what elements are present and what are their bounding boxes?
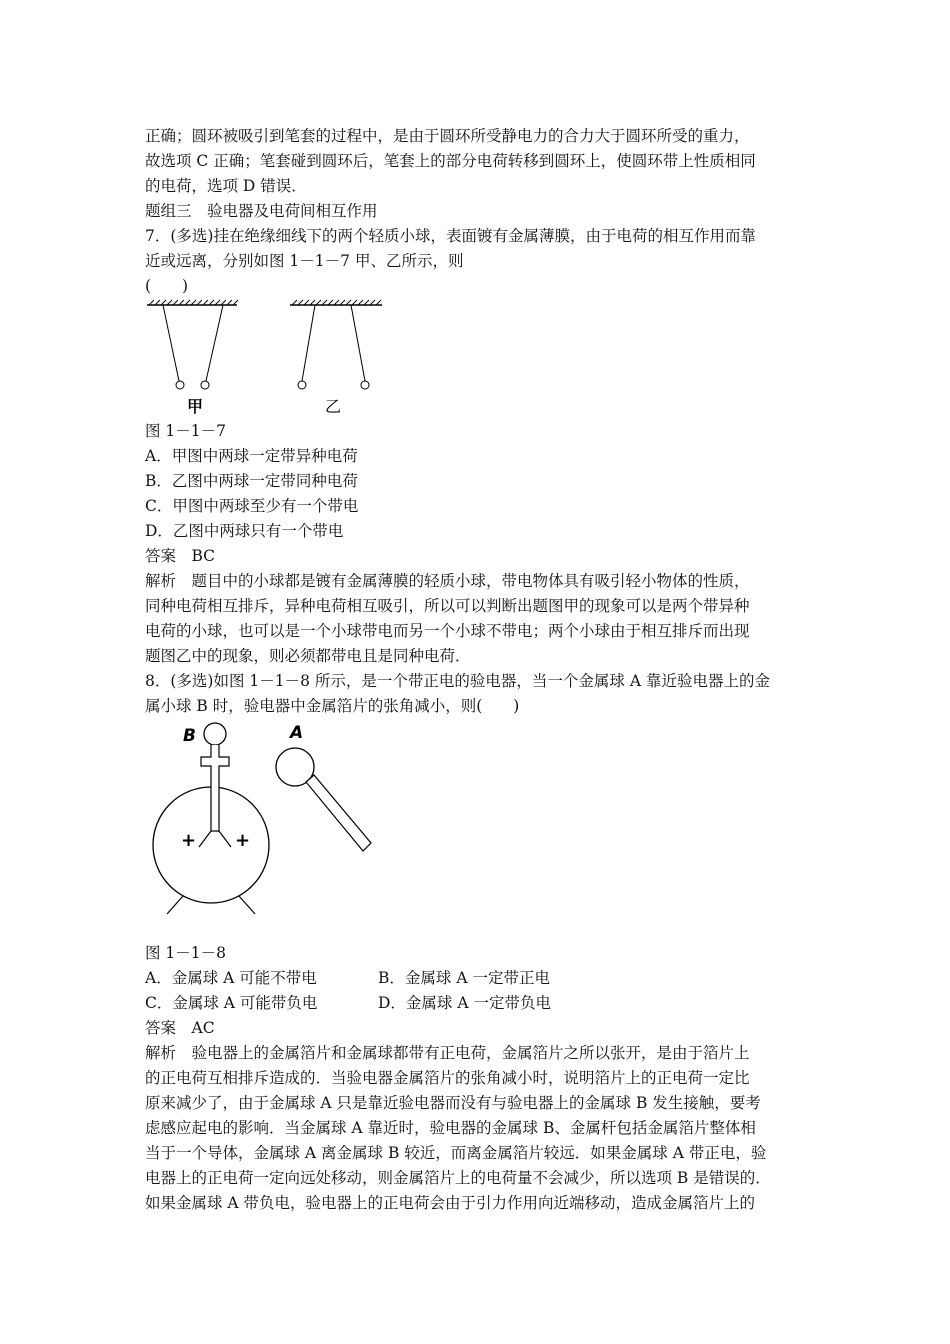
analysis-line: 当于一个导体，金属球 A 离金属球 B 较近，而离金属箔片较远．如果金属球 A 带正电，验 (145, 1144, 767, 1162)
analysis-line: 的正电荷互相排斥造成的．当验电器金属箔片的张角减小时，说明箔片上的正电荷一定比 (145, 1069, 750, 1087)
plus-sign-left: + (181, 830, 197, 851)
text-line: 故选项 C 正确；笔套碰到圆环后，笔套上的部分电荷转移到圆环上，使圆环带上性质相同 (145, 152, 756, 170)
option-b: B．乙图中两球一定带同种电荷 (145, 472, 358, 490)
plus-sign-right: + (235, 830, 251, 851)
section-heading: 题组三 验电器及电荷间相互作用 (145, 202, 378, 220)
analysis-line: 题图乙中的现象，则必须都带电且是同种电荷． (145, 647, 471, 665)
answer: 答案 AC (145, 1019, 215, 1037)
figure-1-1-7 (145, 299, 815, 419)
label-b: B (183, 726, 196, 746)
text-line: 正确；圆环被吸引到笔套的过程中，是由于圆环所受静电力的合力大于圆环所受的重力， (145, 127, 750, 145)
analysis-line: 原来减少了，由于金属球 A 只是靠近验电器而没有与验电器上的金属球 B 发生接触，要考 (145, 1094, 761, 1112)
q7-stem: ( ) (145, 277, 189, 295)
analysis-line: 如果金属球 A 带负电，验电器上的正电荷会由于引力作用向近端移动，造成金属箔片上的 (145, 1194, 756, 1212)
label-a: A (290, 723, 304, 743)
option-c: C．甲图中两球至少有一个带电 (145, 497, 359, 515)
electroscope-diagram (145, 719, 395, 941)
figure-1-1-8 (145, 719, 815, 941)
document-page (145, 124, 815, 1216)
q8-stem: 属小球 B 时，验电器中金属箔片的张角减小，则( ) (145, 697, 520, 715)
option-a: A．金属球 A 可能不带电 (145, 969, 317, 987)
analysis-line: 电荷的小球，也可以是一个小球带电而另一个小球不带电；两个小球由于相互排斥而出现 (145, 622, 750, 640)
figure-caption: 图 1－1－7 (145, 422, 227, 440)
option-a: A．甲图中两球一定带异种电荷 (145, 447, 358, 465)
answer: 答案 BC (145, 547, 216, 565)
options-row (145, 966, 815, 991)
analysis-line: 解析 题目中的小球都是镀有金属薄膜的轻质小球，带电物体具有吸引轻小物体的性质， (145, 572, 750, 590)
option-d: D．乙图中两球只有一个带电 (145, 522, 344, 540)
figure-caption: 图 1－1－8 (145, 944, 227, 962)
fig-label-right: 乙 (325, 397, 342, 416)
analysis-line: 同种电荷相互排斥，异种电荷相互吸引，所以可以判断出题图甲的现象可以是两个带异种 (145, 597, 750, 615)
pendulum-diagram (145, 299, 405, 419)
text-line: 的电荷，选项 D 错误． (145, 177, 307, 195)
q7-stem: 7．(多选)挂在绝缘细线下的两个轻质小球，表面镀有金属薄膜，由于电荷的相互作用而靠 (145, 227, 756, 245)
option-c: C．金属球 A 可能带负电 (145, 994, 318, 1012)
option-d: D．金属球 A 一定带负电 (378, 994, 551, 1012)
option-b: B．金属球 A 一定带正电 (378, 969, 550, 987)
fig-label-left: 甲 (187, 397, 204, 416)
q7-stem: 近或远离，分别如图 1－1－7 甲、乙所示，则 (145, 252, 464, 270)
analysis-line: 电器上的正电荷一定向远处移动，则金属箔片上的电荷量不会减少，所以选项 B 是错误的． (145, 1169, 771, 1187)
q8-stem: 8．(多选)如图 1－1－8 所示，是一个带正电的验电器，当一个金属球 A 靠近验电器上的金 (145, 672, 770, 690)
analysis-line: 解析 验电器上的金属箔片和金属球都带有正电荷，金属箔片之所以张开，是由于箔片上 (145, 1044, 750, 1062)
options-row (145, 991, 815, 1016)
analysis-line: 虑感应起电的影响．当金属球 A 靠近时，验电器的金属球 B、金属杆包括金属箔片整体相 (145, 1119, 756, 1137)
